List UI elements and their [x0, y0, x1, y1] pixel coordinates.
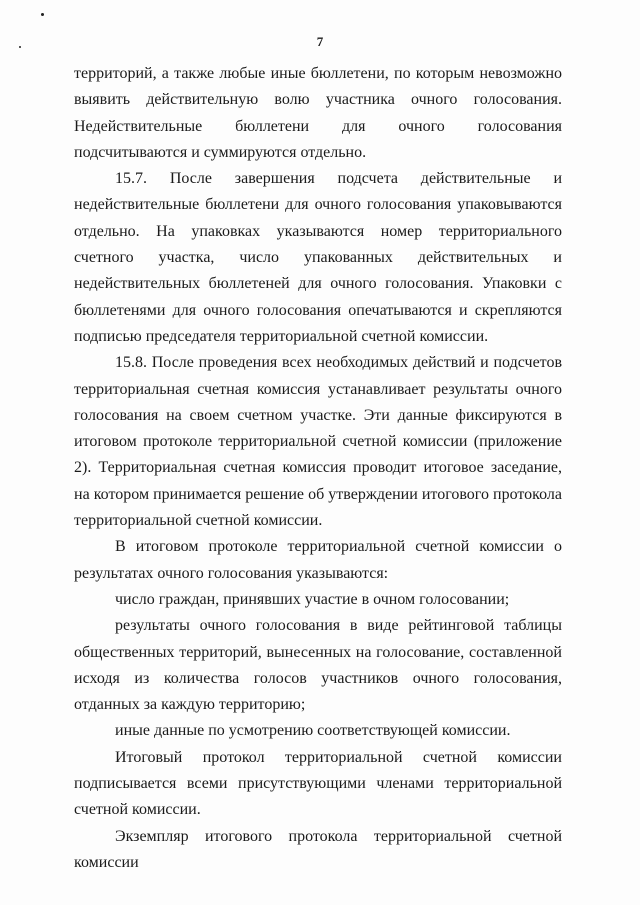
scan-speck — [41, 13, 44, 16]
paragraph-copy: Экземпляр итогового протокола территориальной счетной комиссии — [74, 827, 562, 871]
list-item-other-data: иные данные по усмотрению соответствующей комиссии. — [115, 722, 511, 740]
paragraph-continuation: территорий, а также любые иные бюллетени, по которым невозможно выявить действительную волю участника очного голосования. Недействительные бюллетени для очного голосования подсчитываются и суммируются отдельно. — [74, 65, 562, 161]
list-item-participants: число граждан, принявших участие в очном голосовании; — [115, 590, 510, 608]
paragraph-15-8: 15.8. После проведения всех необходимых действий и подсчетов территориальная счетная комиссия устанавливает результаты очного голосования на своем счетном участке. Эти данные фиксируются в итоговом протоколе территориальной счетной комиссии (приложение 2). Территориальная счетная комиссия проводит итоговое заседание, на котором принимается решение об утверждении итогового протокола территориальной счетной комиссии. — [74, 354, 562, 530]
paragraph-signature: Итоговый протокол территориальной счетной комиссии подписывается всеми присутствующими членами территориальной счетной комиссии. — [74, 748, 562, 819]
list-item-results: результаты очного голосования в виде рейтинговой таблицы общественных территорий, вынесенных на голосование, составленной исходя из количества голосов участников очного голосования, отданных за каждую территорию; — [74, 617, 562, 714]
paragraph-15-7: 15.7. После завершения подсчета действительные и недействительные бюллетени для очного голосования упаковываются отдельно. На упаковках указываются номер территориального счетного участка, число упакованных действительных и недействительных бюллетеней для очного голосования. Упаковки с бюллетенями для очного голосования опечатываются и скрепляются подписью председателя территориальной счетной комиссии. — [74, 170, 562, 345]
document-body — [74, 61, 562, 876]
page-number: 7 — [316, 34, 324, 49]
paragraph-protocol-intro: В итоговом протоколе территориальной счетной комиссии о результатах очного голосования указываются: — [74, 538, 562, 582]
